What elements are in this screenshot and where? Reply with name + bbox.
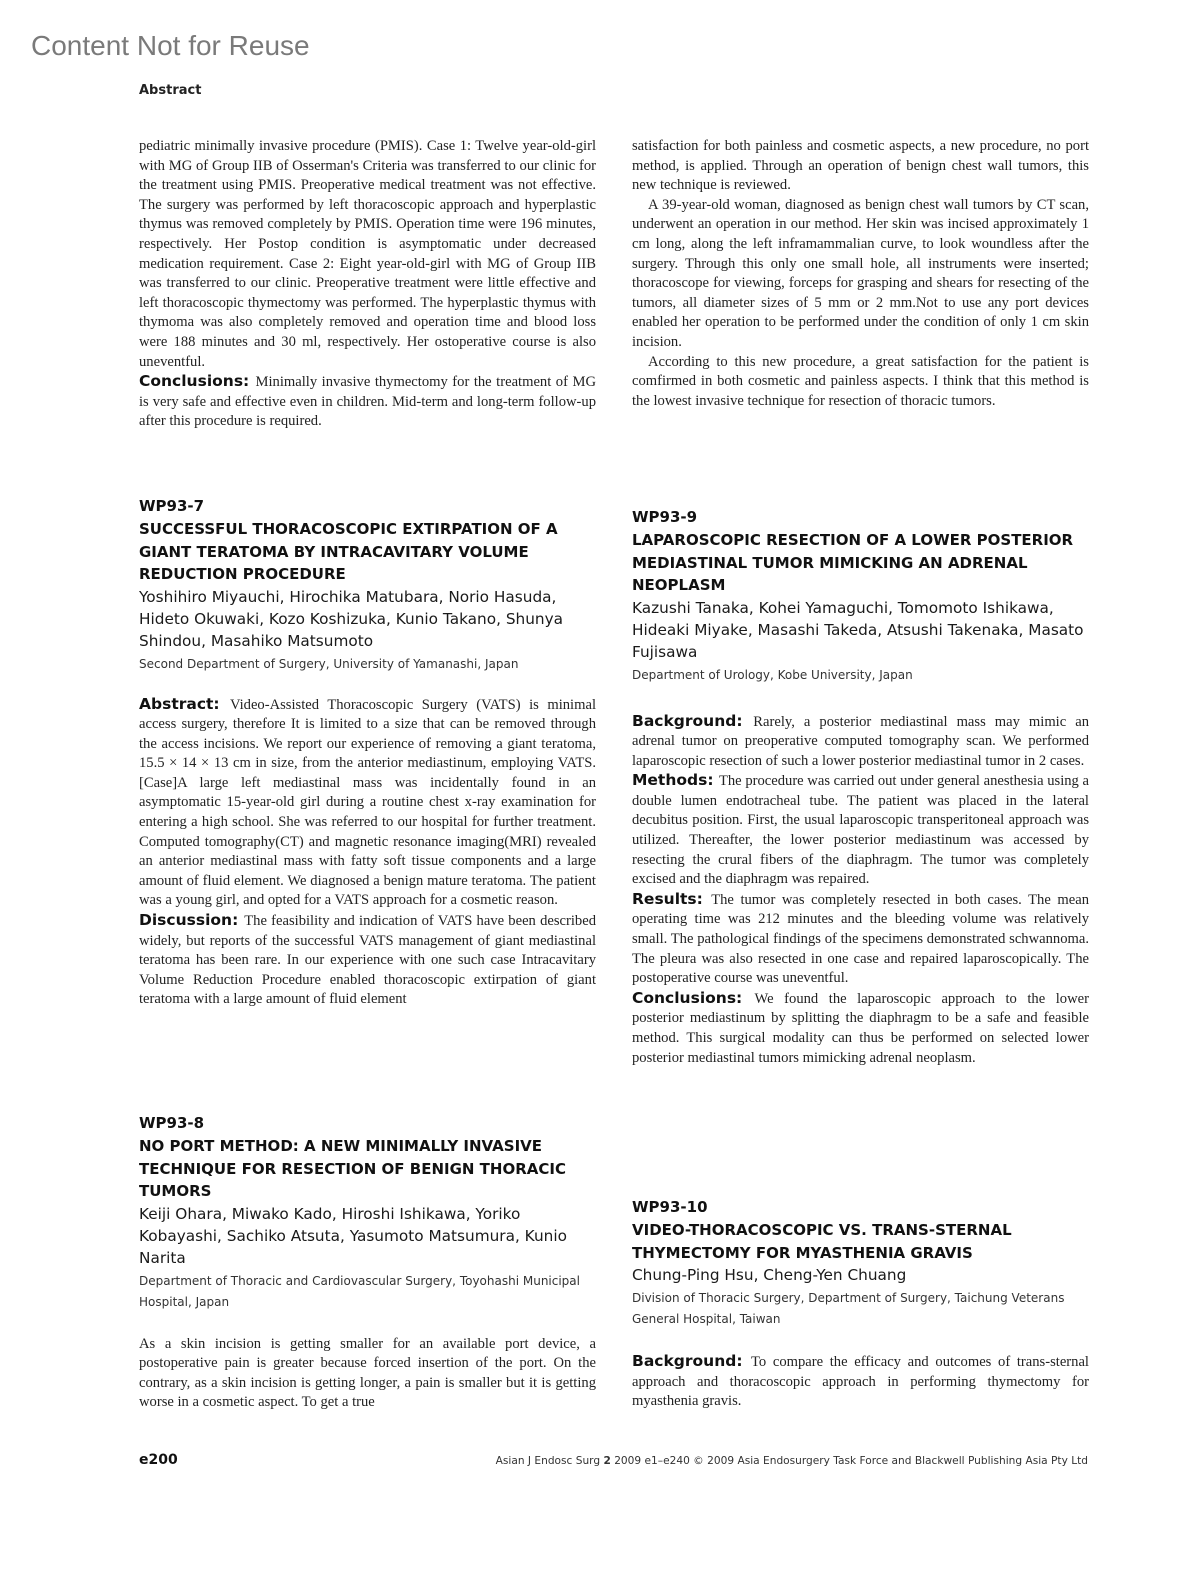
paragraph [632,1352,1089,1412]
paragraph: satisfaction for both painless and cosmetic aspects, a new procedure, no port method, is applied. Through an operation of benign chest wall tumors, this new technique is reviewed. [632,138,1089,194]
abstract-title: SUCCESSFUL THORACOSCOPIC EXTIRPATION OF A GIANT TERATOMA BY INTRACAVITARY VOLUME REDUCTION PROCEDURE [139,520,558,583]
results-text: The tumor was completely resected in both cases. The mean operating time was 212 minutes and the bleeding volume was relatively small. The pathological findings of the specimens demonstrated schwannoma. The pleura was also resected in one case and repaired laparoscopically. The postoperative course was uneventful. [632,891,1089,987]
abstract-wp93-9 [632,507,1089,1068]
authors: Kazushi Tanaka, Kohei Yamaguchi, Tomomoto Ishikawa, Hideaki Miyake, Masashi Takeda, Atsushi Takenaka, Masato Fujisawa [632,598,1084,661]
paragraph: As a skin incision is getting smaller for an available port device, a postoperative pain is greater because forced insertion of the port. On the contrary, as a skin incision is getting longer, a pain is smaller but it is getting worse in a cosmetic aspect. To get a true [139,1335,596,1411]
paragraph: pediatric minimally invasive procedure (PMIS). Case 1: Twelve year-old-girl with MG of Group IIB of Osserman's Criteria was transferred to our clinic for the treatment using PMIS. Preoperative medical treatment was not effective. The surgery was performed by left thoracoscopic approach and hyperplastic thymus was removed completely by PMIS. Operation time were 196 minutes, respectively. Her Postop condition is asymptomatic under decreased medication requirement. Case 2: Eight year-old-girl with MG of Group IIB was transferred to our clinic. Preoperative treatment were little effective and left thoracoscopic thymectomy was performed. The hyperplastic thymus with thymoma was also completely removed and operation time and blood loss were 188 minutes and 30 ml, respectively. Her ostoperative course is also uneventful. [139,138,596,370]
affiliation: Department of Thoracic and Cardiovascular Surgery, Toyohashi Municipal Hospital, Japan [139,1273,580,1309]
abstract-wp93-8 [139,1113,596,1413]
journal-citation [496,1455,1088,1467]
background-label: Background: [632,1352,743,1370]
methods-label: Methods: [632,771,714,790]
abstract-id: WP93-9 [632,508,698,526]
paragraph [632,712,1089,772]
paragraph: A 39-year-old woman, diagnosed as benign chest wall tumors by CT scan, underwent an operation in our method. Her skin was incised approximately 1 cm long, along the left inframammalian curve, to look woundless after the surgery. Through this only one small hole, all instruments were inserted; thoracoscope for viewing, forceps for grasping and shears for resecting of the tumors, all diameter sizes of 5 mm or 2 mm.Not to use any port devices enabled her operation to be performed under the condition of only 1 cm skin incision. [632,196,1089,350]
paragraph [139,911,596,1010]
paragraph [632,771,1089,890]
discussion-text: The feasibility and indication of VATS have been described widely, but reports of the successful VATS management of giant mediastinal teratoma has been rare. In our experience with one such case Intracavitary Volume Reduction Procedure enabled thoracoscopic extirpation of giant teratoma with a large amount of fluid element [139,913,596,1008]
abstract-title: VIDEO-THORACOSCOPIC VS. TRANS-STERNAL THYMECTOMY FOR MYASTHENIA GRAVIS [632,1221,1012,1262]
paragraph [632,890,1089,989]
conclusions-text: We found the laparoscopic approach to the lower posterior mediastinum by splitting the diaphragm to be a safe and feasible method. This surgical modality can thus be performed on selected lower posterior mediastinal tumors mimicking adrenal neoplasm. [632,990,1089,1066]
citation-rest: 2009 e1–e240 © 2009 Asia Endosurgery Task Force and Blackwell Publishing Asia Pty Ltd [610,1455,1088,1467]
paragraph: According to this new procedure, a great satisfaction for the patient is comfirmed in both cosmetic and painless aspects. I think that this method is the lowest invasive technique for resection of thoracic tumors. [632,353,1089,409]
watermark: Content Not for Reuse [31,30,310,61]
background-text: To compare the efficacy and outcomes of trans-sternal approach and thoracoscopic approach in performing thymectomy for myasthenia gravis. [632,1354,1089,1410]
abstract-title: LAPAROSCOPIC RESECTION OF A LOWER POSTERIOR MEDIASTINAL TUMOR MIMICKING AN ADRENAL NEOPLASM [632,531,1074,594]
paragraph [139,695,596,912]
results-label: Results: [632,889,703,908]
left-top-continuation [139,137,596,432]
background-text: Rarely, a posterior mediastinal mass may mimic an adrenal tumor on preoperative computed tomography scan. We performed laparoscopic resection of such a lower posterior mediastinal tumor in 2 cases. [632,713,1089,769]
conclusions-label: Conclusions: [632,988,743,1007]
conclusions-text: Minimally invasive thymectomy for the treatment of MG is very safe and effective even in children. Mid-term and long-term follow-up after this procedure is required. [139,374,596,430]
right-top-continuation [632,137,1089,411]
background-label: Background: [632,711,743,730]
abstract-wp93-7 [139,496,596,1010]
abstract-id: WP93-10 [632,1198,708,1216]
abstract-id: WP93-8 [139,1114,205,1132]
page-number: e200 [139,1452,178,1468]
citation-volume: 2 [603,1455,611,1467]
conclusions-label: Conclusions: [139,372,250,391]
paragraph [632,989,1089,1068]
authors: Yoshihiro Miyauchi, Hirochika Matubara, Norio Hasuda, Hideto Okuwaki, Kozo Koshizuka, Kunio Takano, Shunya Shindou, Masahiko Matsumoto [139,587,564,650]
discussion-label: Discussion: [139,911,239,930]
methods-text: The procedure was carried out under general anesthesia using a double lumen endotracheal tube. The patient was placed in the lateral decubitus position. First, the usual laparoscopic transperitoneal approach was utilized. Thereafter, the lower posterior mediastinum was accessed by resecting the crural fibers of the diaphragm. The tumor was completely excised and the diaphragm was repaired. [632,773,1089,888]
affiliation: Department of Urology, Kobe University, Japan [632,667,913,682]
section-label: Abstract [139,83,202,98]
paragraph [139,372,596,432]
affiliation: Second Department of Surgery, University of Yamanashi, Japan [139,656,519,671]
abstract-text: Video-Assisted Thoracoscopic Surgery (VATS) is minimal access surgery, therefore It is limited to a size that can be removed through the access incisions. We report our experience of removing a giant teratoma, 15.5 × 14 × 13 cm in size, from the anterior mediastinum, employing VATS. [Case]A large left mediastinal mass was incidentally found in an asymptomatic 15-year-old girl during a routine chest x-ray examination for entering a high school. She was referred to our hospital for further treatment. Computed tomography(CT) and magnetic resonance imaging(MRI) revealed an anterior mediastinal mass with fatty soft tissue components and a large amount of fluid element. We diagnosed a benign mature teratoma. The patient was a young girl, and opted for a VATS approach for a cosmetic reason. [139,696,596,909]
abstract-label: Abstract: [139,694,220,713]
abstract-id: WP93-7 [139,497,205,515]
affiliation: Division of Thoracic Surgery, Department of Surgery, Taichung Veterans General Hospital, Taiwan [632,1291,1065,1326]
authors: Chung-Ping Hsu, Cheng-Yen Chuang [632,1266,907,1284]
citation-journal: Asian J Endosc Surg [495,1455,604,1467]
abstract-title: NO PORT METHOD: A NEW MINIMALLY INVASIVE TECHNIQUE FOR RESECTION OF BENIGN THORACIC TUMORS [139,1137,566,1200]
abstract-wp93-10 [632,1197,1089,1412]
authors: Keiji Ohara, Miwako Kado, Hiroshi Ishikawa, Yoriko Kobayashi, Sachiko Atsuta, Yasumoto Matsumura, Kunio Narita [139,1204,567,1267]
